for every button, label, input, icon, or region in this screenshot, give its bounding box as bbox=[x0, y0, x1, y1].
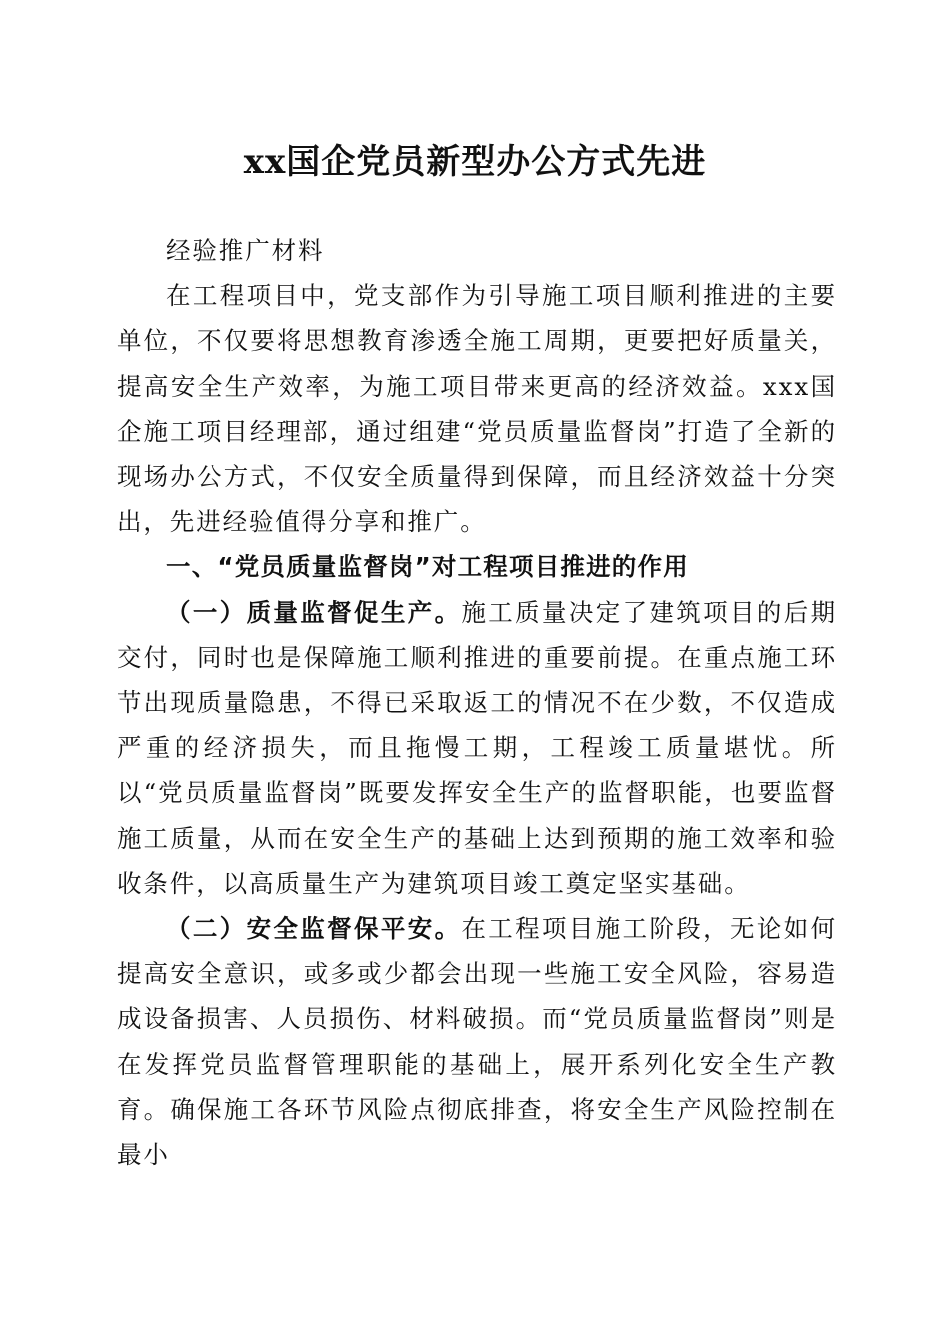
intro-paragraph: 在工程项目中，党支部作为引导施工项目顺利推进的主要单位，不仅要将思想教育渗透全施工周期，更要把好质量关，提高安全生产效率，为施工项目带来更高的经济效益。xxx国企施工项目经理部，通过组建“党员质量监督岗”打造了全新的现场办公方式，不仅安全质量得到保障，而且经济效益十分突出，先进经验值得分享和推广。 bbox=[117, 281, 837, 537]
paragraph-quality bbox=[117, 590, 837, 906]
paragraph-safety-heading: （二）安全监督保平安。 bbox=[166, 914, 462, 944]
paragraph-safety-text: 在工程项目施工阶段，无论如何提高安全意识，或多或少都会出现一些施工安全风险，容易造成设备损害、人员损伤、材料破损。而“党员质量监督岗”则是在发挥党员监督管理职能的基础上，展开系列化安全生产教育。确保施工各环节风险点彻底排查，将安全生产风险控制在最小 bbox=[117, 914, 837, 1170]
document-body bbox=[117, 228, 837, 1177]
section-heading: 一、“党员质量监督岗”对工程项目推进的作用 bbox=[166, 552, 689, 582]
paragraph-safety bbox=[117, 906, 837, 1177]
document-subtitle: 经验推广材料 bbox=[166, 236, 325, 265]
paragraph-quality-heading: （一）质量监督促生产。 bbox=[166, 597, 462, 627]
paragraph-quality-text: 施工质量决定了建筑项目的后期交付，同时也是保障施工顺利推进的重要前提。在重点施工环节出现质量隐患，不得已采取返工的情况不在少数，不仅造成严重的经济损失，而且拖慢工期，工程竣工质量堪忧。所以“党员质量监督岗”既要发挥安全生产的监督职能，也要监督施工质量，从而在安全生产的基础上达到预期的施工效率和验收条件，以高质量生产为建筑项目竣工奠定坚实基础。 bbox=[117, 597, 837, 898]
document-title: xx国企党员新型办公方式先进 bbox=[243, 142, 707, 182]
